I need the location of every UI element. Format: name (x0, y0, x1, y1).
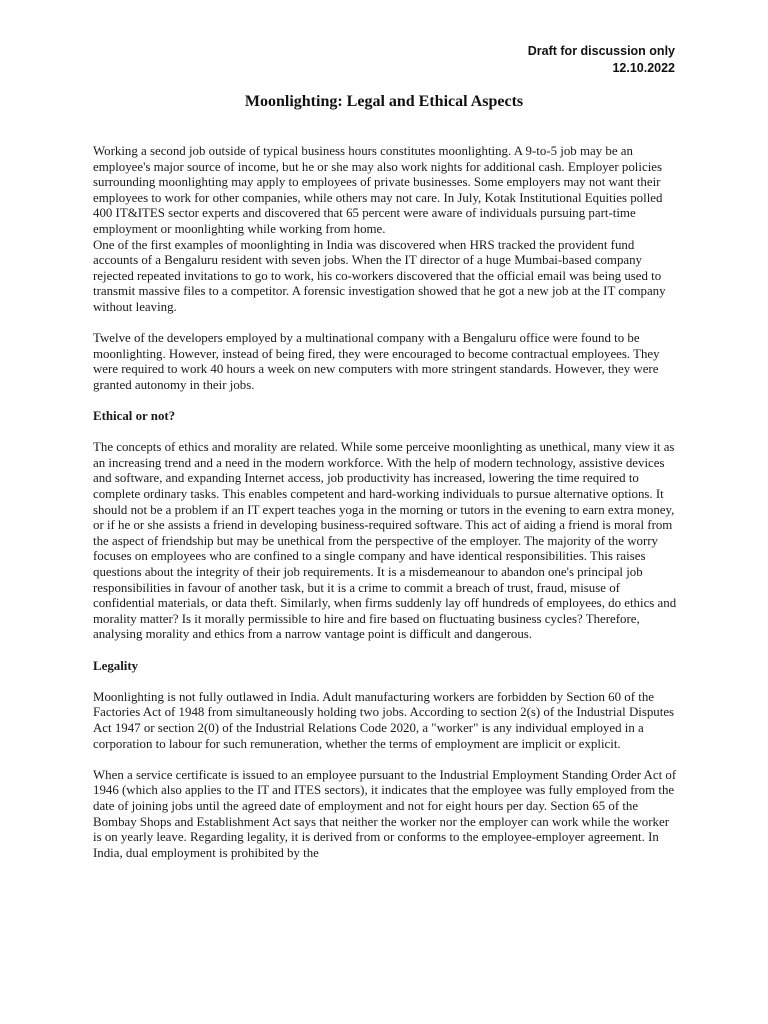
paragraph-intro-2: One of the first examples of moonlighting in India was discovered when HRS tracked the provident fund accounts of a Bengaluru resident with seven jobs. When the IT director of a huge Mumbai-based company rejected repeated invitations to go to work, his co-workers discovered that the official email was being used to transmit massive files to a competitor. A forensic investigation showed that he got a new job at the IT company without leaving. (93, 237, 666, 314)
paragraph-intro-1: Working a second job outside of typical business hours constitutes moonlighting. A 9-to-5 job may be an employee's major source of income, but he or she may also work nights for additional cash. Employer policies surrounding moonlighting may apply to employees of private businesses. Some employers may not want their employees to work for other companies, while others may not care. In July, Kotak Institutional Equities polled 400 IT&ITES sector experts and discovered that 65 percent were aware of individuals pursuing part-time employment or moonlighting while working from home. (93, 144, 663, 236)
document-date: 12.10.2022 (612, 61, 675, 75)
document-title: Moonlighting: Legal and Ethical Aspects (244, 93, 524, 110)
heading-ethical: Ethical or not? (93, 409, 176, 424)
paragraph-legality-1: Moonlighting is not fully outlawed in India. Adult manufacturing workers are forbidden by Section 60 of the Factories Act of 1948 from simultaneously holding two jobs. According to section 2(s) of the Industrial Disputes Act 1947 or section 2(0) of the Industrial Relations Code 2020, a "worker" is any individual employed in a corporation to labour for such remuneration, whether the terms of employment are implicit or explicit. (93, 689, 675, 751)
document-body (93, 144, 677, 861)
heading-legality: Legality (93, 658, 139, 673)
header-block (528, 43, 675, 77)
paragraph-legality-2: When a service certificate is issued to an employee pursuant to the Industrial Employment Standing Order Act of 1946 (which also applies to the IT and ITES sectors), it indicates that the employee was fully employed from the date of joining jobs until the agreed date of employment and not for eight hours per day. Section 65 of the Bombay Shops and Establishment Act says that neither the worker nor the employer can work while the worker is on yearly leave. Regarding legality, it is derived from or conforms to the employee-employer agreement. In India, dual employment is prohibited by the (93, 767, 677, 860)
paragraph-intro-3: Twelve of the developers employed by a multinational company with a Bengaluru office were found to be moonlighting. However, instead of being fired, they were encouraged to become contractual employees. They were required to work 40 hours a week on new computers with more stringent standards. However, they were granted autonomy in their jobs. (93, 331, 660, 392)
paragraph-ethics: The concepts of ethics and morality are related. While some perceive moonlighting as unethical, many view it as an increasing trend and a need in the modern workforce. With the help of modern technology, assistive devices and software, and expanding Internet access, job productivity has increased, lowering the time required to complete ordinary tasks. This enables competent and hard-working individuals to pursue alternative options. It should not be a problem if an IT expert teaches yoga in the morning or tutors in the evening to earn extra money, or if he or she assists a friend in developing business-required software. This act of aiding a friend is moral from the aspect of friendship but may be unethical from the perspective of the employer. The majority of the worry focuses on employees who are confined to a single company and have identical responsibilities. This raises questions about the integrity of their job requirements. It is a misdemeanour to abandon one's principal job responsibilities in favour of another task, but it is a crime to commit a breach of trust, fraud, misuse of confidential materials, or data theft. Similarly, when firms suddenly lay off hundreds of employees, do ethics and morality matter? Is it morally permissible to hire and fire based on fluctuating business cycles? Therefore, analysing morality and ethics from a narrow vantage point is difficult and dangerous. (93, 440, 677, 642)
draft-note: Draft for discussion only (527, 44, 675, 58)
